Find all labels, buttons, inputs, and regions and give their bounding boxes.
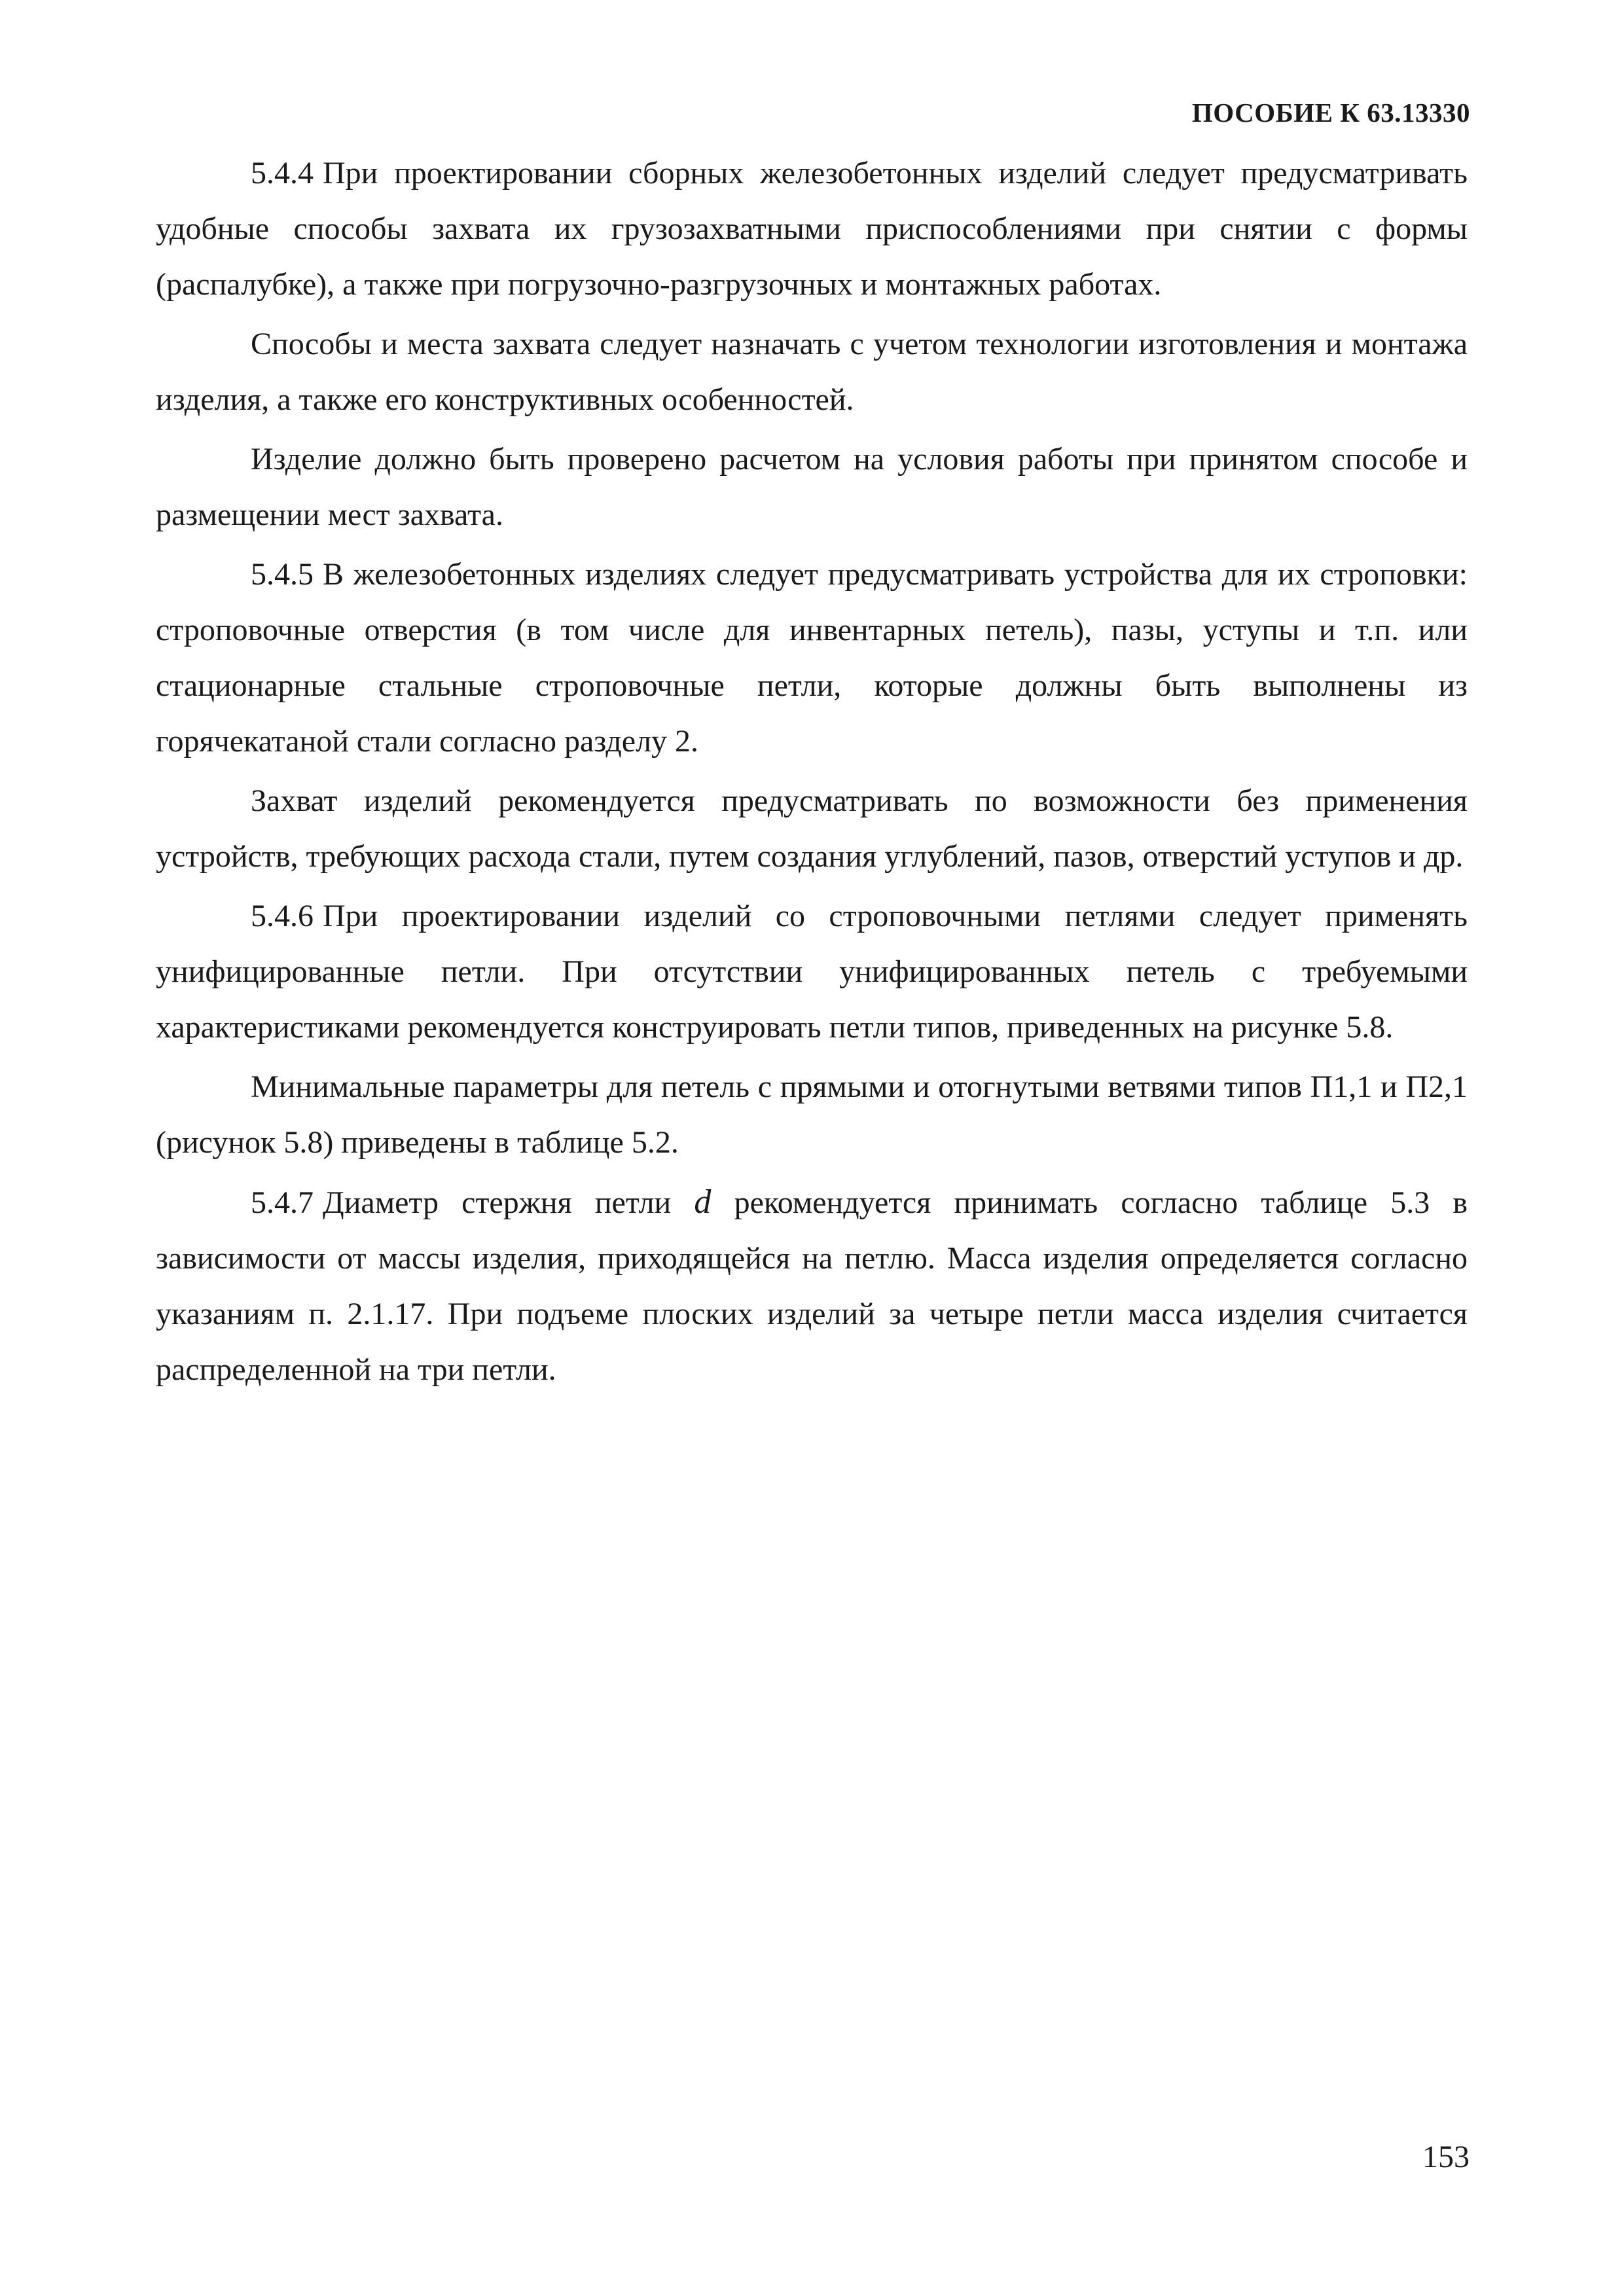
paragraph-grip-without-steel <box>156 773 1468 884</box>
paragraph-text: Минимальные параметры для петель с прямыми и отогнутыми ветвями типов П1,1 и П2,1 (рисунок 5.8) приведены в таблице 5.2. <box>156 1069 1468 1160</box>
paragraph-5-4-5 <box>156 547 1468 769</box>
paragraph-min-parameters <box>156 1059 1468 1170</box>
paragraph-text: В железобетонных изделиях следует предусматривать устройства для их строповки: строповочные отверстия (в том числе для инвентарных петель), пазы, уступы и т.п. или стационарные стальные строповочные петли, которые должны быть выполнены из горячекатаной стали согласно разделу 2. <box>156 557 1468 759</box>
page-number: 153 <box>1422 2140 1470 2174</box>
paragraph-text: Захват изделий рекомендуется предусматривать по возможности без применения устройств, требующих расхода стали, путем создания углублений, пазов, отверстий уступов и др. <box>156 783 1468 874</box>
paragraph-text: Изделие должно быть проверено расчетом на условия работы при принятом способе и размещении мест захвата. <box>156 442 1468 532</box>
paragraph-text: При проектировании изделий со строповочными петлями следует применять унифицированные петли. При отсутствии унифицированных петель с требуемыми характеристиками рекомендуется конструировать петли типов, приведенных на рисунке 5.8. <box>156 899 1468 1045</box>
paragraph-calculation-check <box>156 431 1468 543</box>
clause-number: 5.4.4 <box>251 156 314 190</box>
paragraph-text: Диаметр стержня петли <box>323 1185 672 1220</box>
paragraph-text: При проектировании сборных железобетонных изделий следует предусматривать удобные способы захвата их грузозахватными приспособлениями при снятии с формы (распалубке), а также при погрузочно-разгрузочных и монтажных работах. <box>156 156 1468 302</box>
paragraph-text: рекомендуется принимать согласно таблице 5.3 в зависимости от массы изделия, приходящейся на петлю. Масса изделия определяется согласно указаниям п. 2.1.17. При подъеме плоских изделий за четыре петли масса изделия считается распределенной на три петли. <box>156 1185 1468 1387</box>
paragraph-5-4-7 <box>156 1174 1468 1397</box>
clause-number: 5.4.6 <box>251 899 314 933</box>
document-body <box>156 145 1468 1401</box>
paragraph-text: Способы и места захвата следует назначать с учетом технологии изготовления и монтажа изделия, а также его конструктивных особенностей. <box>156 327 1468 417</box>
document-header: ПОСОБИЕ К 63.13330 <box>1191 98 1470 128</box>
paragraph-5-4-6 <box>156 888 1468 1055</box>
variable-d: d <box>694 1183 712 1221</box>
clause-number: 5.4.7 <box>251 1185 314 1220</box>
paragraph-5-4-4 <box>156 145 1468 312</box>
paragraph-grip-methods <box>156 316 1468 427</box>
clause-number: 5.4.5 <box>251 557 314 592</box>
